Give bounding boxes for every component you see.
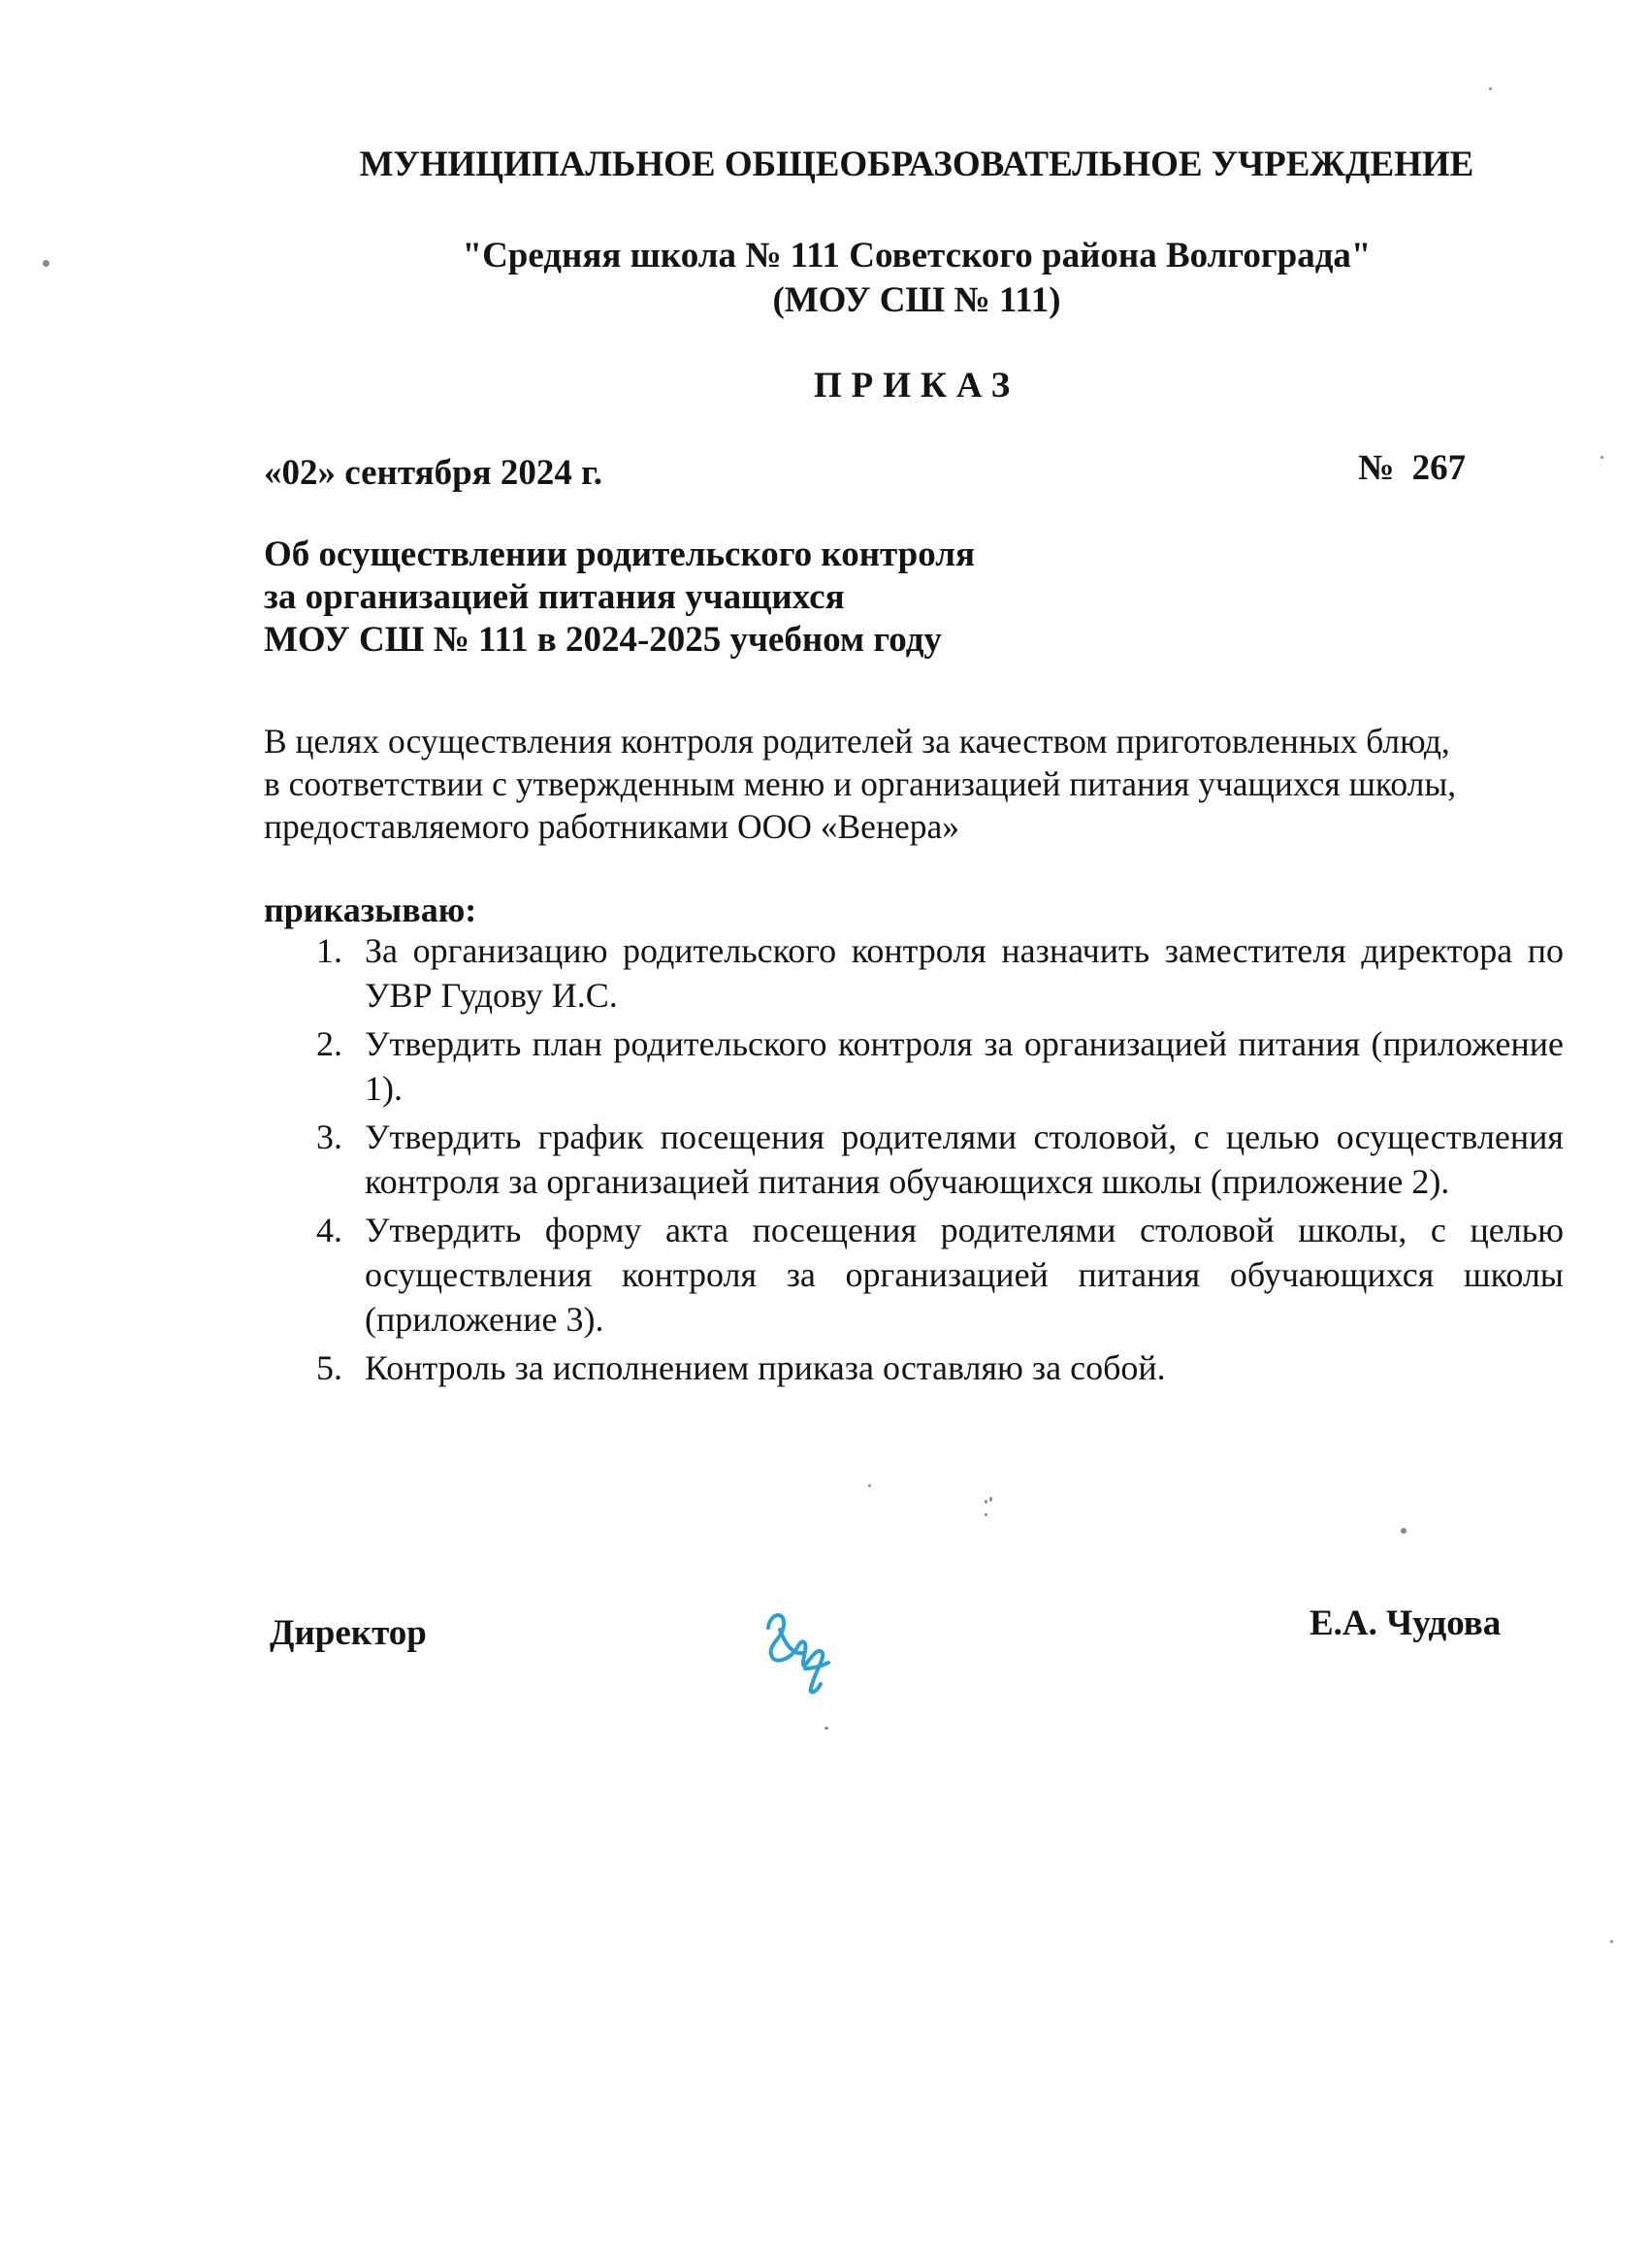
order-item [310,1208,1564,1342]
order-item-number: 5. [316,1348,342,1387]
signature-name: Е.А. Чудова [1310,1604,1502,1643]
scan-speck [985,1500,987,1504]
scan-speck [1600,456,1603,459]
scan-speck [43,260,49,267]
order-item [310,1021,1564,1111]
scan-speck [1489,87,1492,90]
scan-speck [985,1513,987,1516]
subject-line: МОУ СШ № 111 в 2024-2025 учебном году [264,620,942,660]
subject-line: Об осуществлении родительского контроля [264,535,976,574]
order-item-text: Контроль за исполнением приказа оставляю за собой. [365,1348,1166,1387]
order-item-text: За организацию родительского контроля назначить заместителя директора по УВР Гудову И.С. [365,931,1564,1015]
order-item-text: Утвердить план родительского контроля за организацией питания (приложение 1). [365,1024,1564,1108]
order-item-text: Утвердить график посещения родителями столовой, с целью осуществления контроля за организацией питания обучающихся школы (приложение 2). [365,1118,1564,1201]
order-items-list [310,928,1564,1394]
subject-line: за организацией питания учащихся [264,577,845,617]
order-item [310,1345,1564,1390]
scan-speck [989,1497,992,1502]
preamble-line: предоставляемого работниками ООО «Венера» [264,807,959,846]
preamble-line: в соответствии с утвержденным меню и организацией питания учащихся школы, [264,764,1457,803]
preamble [264,720,1564,848]
scan-speck [1401,1528,1406,1534]
order-item-number: 2. [316,1024,342,1063]
order-subject [264,534,975,662]
school-name: "Средняя школа № 111 Советского района Волгограда" [462,236,1372,275]
scan-speck [868,1484,871,1487]
scan-speck [1610,1940,1613,1943]
scan-speck [824,1727,828,1730]
order-item-number: 4. [316,1211,342,1249]
school-short-name: (МОУ СШ № 111) [772,280,1061,320]
organization-name: МУНИЦИПАЛЬНОЕ ОБЩЕОБРАЗОВАТЕЛЬНОЕ УЧРЕЖДЕНИЕ [359,145,1474,184]
document-type: ПРИКАЗ [813,366,1020,405]
order-date: «02» сентября 2024 г. [264,453,603,493]
signature-role: Директор [270,1613,427,1653]
preamble-line: В целях осуществления контроля родителей за качеством приготовленных блюд, [264,722,1450,761]
order-item [310,928,1564,1018]
order-number: № 267 [1358,448,1467,488]
order-item [310,1115,1564,1204]
order-keyword: приказываю: [264,891,477,929]
order-item-text: Утвердить форму акта посещения родителями столовой школы, с целью осуществления контроля за организацией питания обучающихся школы (приложение 3). [365,1211,1564,1339]
order-item-number: 1. [316,931,342,970]
handwritten-signature [747,1601,863,1707]
order-item-number: 3. [316,1118,342,1156]
